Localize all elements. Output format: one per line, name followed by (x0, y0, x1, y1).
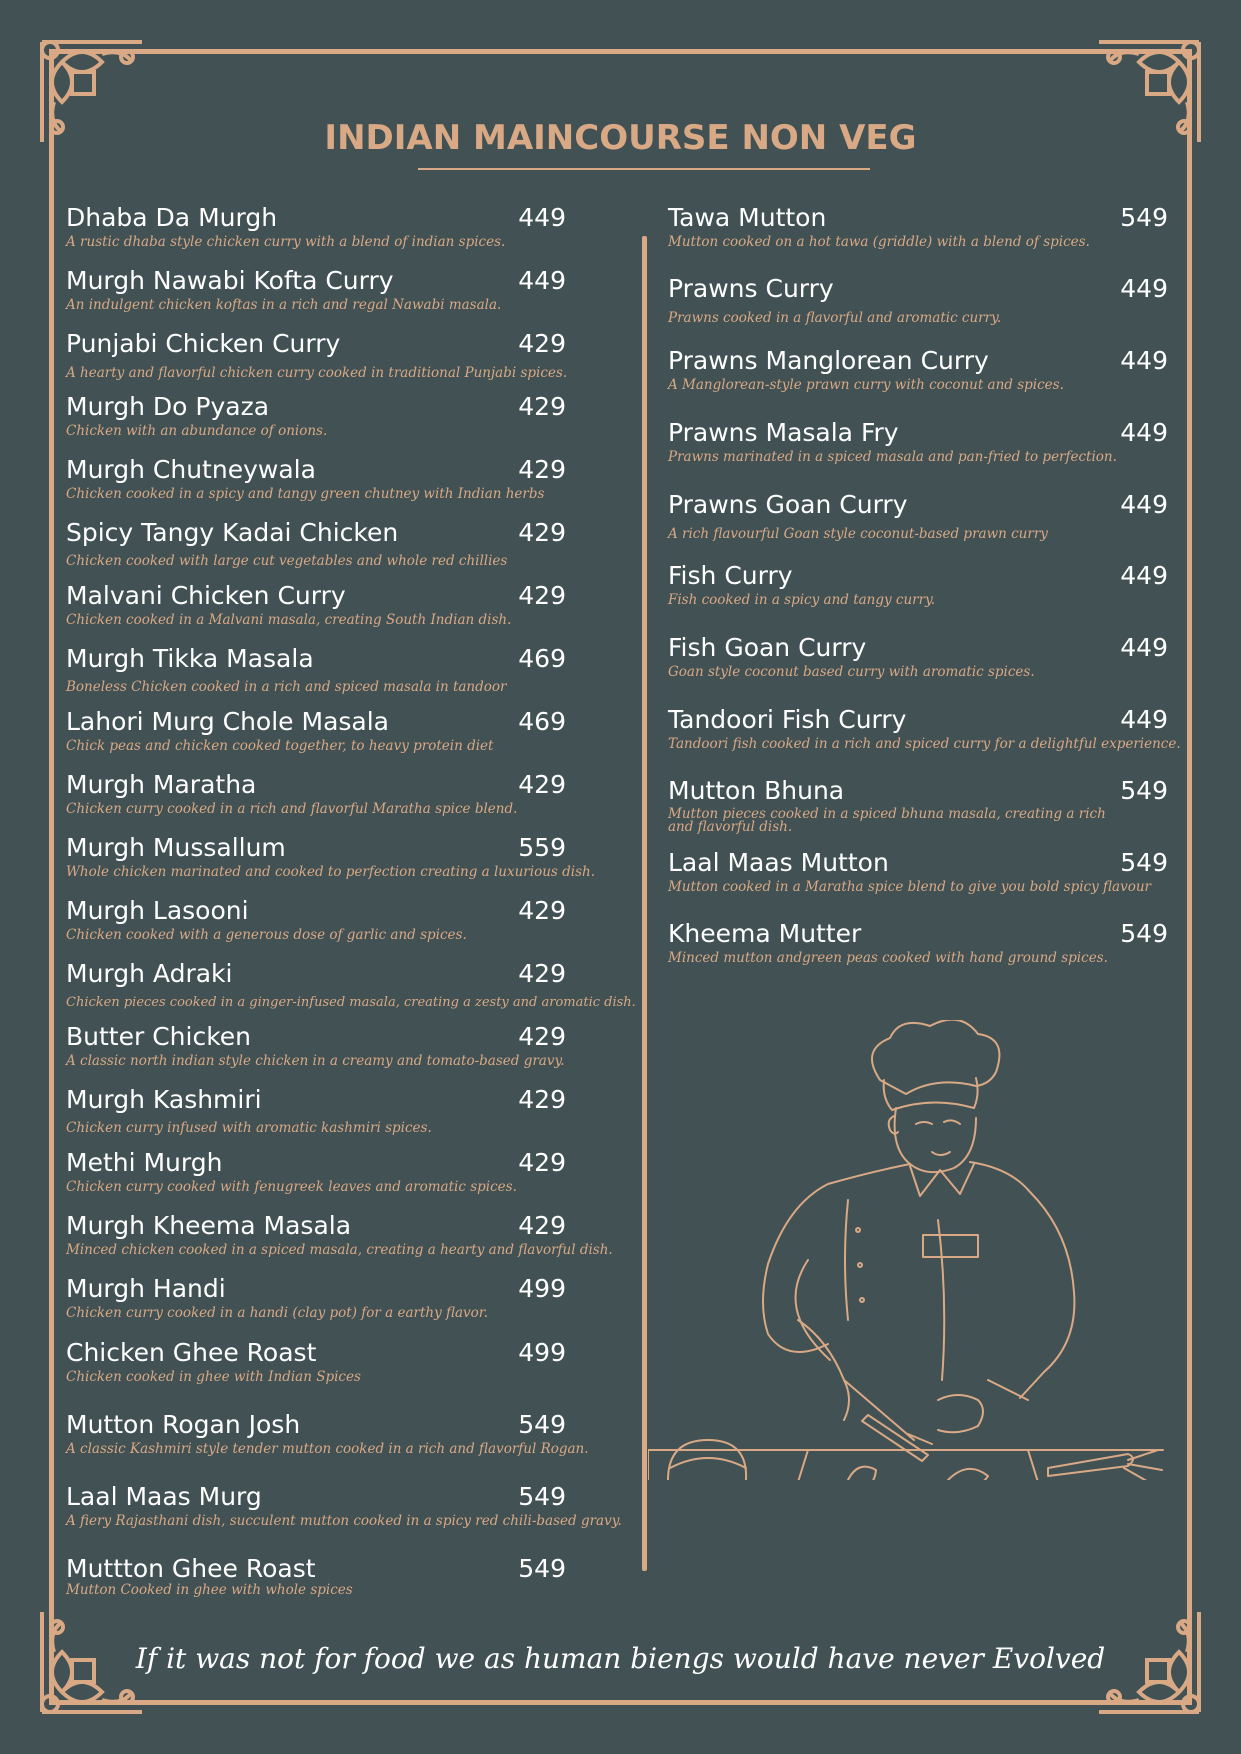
menu-item (66, 203, 566, 250)
item-name: Laal Maas Murg (66, 1482, 262, 1511)
item-price: 449 (518, 203, 566, 232)
item-price: 549 (518, 1554, 566, 1583)
item-name: Prawns Masala Fry (668, 418, 899, 447)
menu-title: INDIAN MAINCOURSE NON VEG (324, 118, 917, 158)
menu-item (668, 561, 1168, 608)
item-price: 549 (518, 1482, 566, 1511)
menu-item (66, 392, 566, 439)
menu-item (66, 1410, 589, 1457)
item-price: 499 (518, 1338, 566, 1367)
item-name: Laal Maas Mutton (668, 848, 889, 877)
item-price: 549 (1120, 776, 1168, 805)
item-name: Murgh Kashmiri (66, 1085, 262, 1114)
item-name: Murgh Lasooni (66, 896, 249, 925)
column-divider (642, 236, 647, 1571)
item-name: Fish Curry (668, 561, 793, 590)
menu-item (668, 490, 1168, 542)
menu-item (668, 705, 1181, 752)
menu-item (66, 644, 566, 695)
menu-item (66, 266, 566, 313)
item-description: Mutton cooked on a hot tawa (griddle) with a blend of spices. (668, 234, 1090, 250)
item-name: Murgh Tikka Masala (66, 644, 314, 673)
menu-item (66, 1022, 566, 1069)
chef-illustration (648, 1020, 1183, 1480)
item-name: Prawns Goan Curry (668, 490, 908, 519)
item-description: Whole chicken marinated and cooked to perfection creating a luxurious dish. (66, 864, 595, 880)
item-name: Kheema Mutter (668, 919, 862, 948)
menu-item (668, 418, 1168, 465)
item-description: Goan style coconut based curry with aromatic spices. (668, 664, 1035, 680)
item-name: Mutton Bhuna (668, 776, 845, 805)
item-name: Murgh Mussallum (66, 833, 286, 862)
item-description: Fish cooked in a spicy and tangy curry. (668, 592, 936, 608)
item-price: 469 (518, 707, 566, 736)
menu-item (66, 1554, 566, 1598)
menu-item (66, 896, 566, 943)
item-price: 449 (518, 266, 566, 295)
item-name: Murgh Maratha (66, 770, 257, 799)
menu-item (66, 770, 566, 817)
item-price: 429 (518, 518, 566, 547)
item-price: 469 (518, 644, 566, 673)
item-description: Chicken curry infused with aromatic kashmiri spices. (66, 1120, 432, 1136)
item-description: A rustic dhaba style chicken curry with a blend of indian spices. (66, 234, 506, 250)
item-description: A classic north indian style chicken in a creamy and tomato-based gravy. (66, 1053, 565, 1069)
item-description: Chicken cooked with a generous dose of garlic and spices. (66, 927, 467, 943)
item-price: 549 (518, 1410, 566, 1439)
item-price: 559 (518, 833, 566, 862)
item-description: A classic Kashmiri style tender mutton cooked in a rich and flavorful Rogan. (66, 1441, 589, 1457)
item-name: Murgh Chutneywala (66, 455, 316, 484)
menu-item (66, 518, 566, 569)
item-name: Malvani Chicken Curry (66, 581, 346, 610)
item-description: A fiery Rajasthani dish, succulent mutton cooked in a spicy red chili-based gravy. (66, 1513, 622, 1529)
menu-item (668, 776, 1168, 834)
item-description: Chicken cooked in a spicy and tangy green chutney with Indian herbs (66, 486, 545, 502)
item-price: 429 (518, 1148, 566, 1177)
item-price: 449 (1120, 633, 1168, 662)
menu-item (668, 274, 1168, 326)
item-name: Murgh Nawabi Kofta Curry (66, 266, 394, 295)
item-name: Murgh Do Pyaza (66, 392, 270, 421)
item-price: 429 (518, 1085, 566, 1114)
item-price: 449 (1120, 705, 1168, 734)
item-description: Prawns marinated in a spiced masala and pan-fried to perfection. (668, 449, 1117, 465)
menu-item (668, 346, 1168, 393)
item-description: Chicken cooked with large cut vegetables and whole red chillies (66, 553, 508, 569)
menu-item (66, 707, 566, 754)
item-description: Minced chicken cooked in a spiced masala, creating a hearty and flavorful dish. (66, 1242, 613, 1258)
menu-item (66, 1482, 622, 1529)
item-price: 449 (1120, 418, 1168, 447)
item-name: Tandoori Fish Curry (668, 705, 907, 734)
item-description: Chicken with an abundance of onions. (66, 423, 328, 439)
item-price: 449 (1120, 274, 1168, 303)
item-price: 429 (518, 455, 566, 484)
menu-item (66, 1274, 566, 1321)
item-description: Chicken cooked in ghee with Indian Spices (66, 1369, 361, 1385)
item-description: Mutton pieces cooked in a spiced bhuna masala, creating a rich and flavorful dish. (668, 806, 1106, 835)
item-price: 429 (518, 392, 566, 421)
item-name: Mutton Rogan Josh (66, 1410, 301, 1439)
item-name: Punjabi Chicken Curry (66, 329, 341, 358)
item-name: Fish Goan Curry (668, 633, 867, 662)
item-name: Methi Murgh (66, 1148, 223, 1177)
menu-item (668, 633, 1168, 680)
item-description: Mutton Cooked in ghee with whole spices (66, 1582, 353, 1598)
item-price: 429 (518, 896, 566, 925)
item-name: Prawns Manglorean Curry (668, 346, 989, 375)
footer-quote: If it was not for food we as human biengs would have never Evolved (135, 1642, 1106, 1675)
item-name: Murgh Handi (66, 1274, 226, 1303)
item-price: 449 (1120, 561, 1168, 590)
menu-item (668, 203, 1168, 250)
item-price: 429 (518, 1211, 566, 1240)
item-name: Butter Chicken (66, 1022, 252, 1051)
item-description: Prawns cooked in a flavorful and aromatic curry. (668, 310, 1002, 326)
item-price: 429 (518, 329, 566, 358)
menu-item (66, 1338, 566, 1385)
item-price: 429 (518, 770, 566, 799)
item-description: Chicken curry cooked with fenugreek leaves and aromatic spices. (66, 1179, 517, 1195)
item-price: 429 (518, 581, 566, 610)
title-underline (418, 168, 870, 170)
item-price: 449 (1120, 346, 1168, 375)
item-description: A rich flavourful Goan style coconut-based prawn curry (668, 526, 1048, 542)
item-description: A hearty and flavorful chicken curry cooked in traditional Punjabi spices. (66, 365, 568, 381)
menu-item (668, 919, 1168, 966)
item-description: Boneless Chicken cooked in a rich and spiced masala in tandoor (66, 679, 507, 695)
item-description: Minced mutton andgreen peas cooked with hand ground spices. (668, 950, 1108, 966)
menu-item (66, 959, 636, 1010)
item-description: Chicken pieces cooked in a ginger-infused masala, creating a zesty and aromatic dish. (66, 995, 636, 1010)
item-description: Chick peas and chicken cooked together, to heavy protein diet (66, 738, 494, 754)
item-name: Lahori Murg Chole Masala (66, 707, 389, 736)
item-name: Muttton Ghee Roast (66, 1554, 316, 1583)
item-name: Chicken Ghee Roast (66, 1338, 317, 1367)
item-name: Tawa Mutton (668, 203, 827, 232)
item-price: 449 (1120, 490, 1168, 519)
item-price: 549 (1120, 203, 1168, 232)
item-description: Tandoori fish cooked in a rich and spiced curry for a delightful experience. (668, 736, 1181, 752)
menu-item (668, 848, 1168, 895)
item-name: Prawns Curry (668, 274, 834, 303)
item-description: An indulgent chicken koftas in a rich and regal Nawabi masala. (66, 297, 502, 313)
menu-item (66, 455, 566, 502)
menu-item (66, 1148, 566, 1195)
item-price: 429 (518, 959, 566, 988)
menu-item (66, 833, 595, 880)
item-name: Murgh Adraki (66, 959, 233, 988)
item-description: Chicken cooked in a Malvani masala, creating South Indian dish. (66, 612, 512, 628)
item-price: 549 (1120, 919, 1168, 948)
menu-item (66, 581, 566, 628)
menu-item (66, 1211, 613, 1258)
item-name: Dhaba Da Murgh (66, 203, 278, 232)
item-description: Chicken curry cooked in a handi (clay pot) for a earthy flavor. (66, 1305, 489, 1321)
item-name: Spicy Tangy Kadai Chicken (66, 518, 399, 547)
item-price: 499 (518, 1274, 566, 1303)
menu-item (66, 1085, 566, 1136)
item-price: 549 (1120, 848, 1168, 877)
item-name: Murgh Kheema Masala (66, 1211, 352, 1240)
menu-item (66, 329, 566, 381)
item-description: Chicken curry cooked in a rich and flavorful Maratha spice blend. (66, 801, 518, 817)
item-description: A Manglorean-style prawn curry with coconut and spices. (668, 377, 1064, 393)
item-description: Mutton cooked in a Maratha spice blend to give you bold spicy flavour (668, 879, 1151, 895)
item-price: 429 (518, 1022, 566, 1051)
